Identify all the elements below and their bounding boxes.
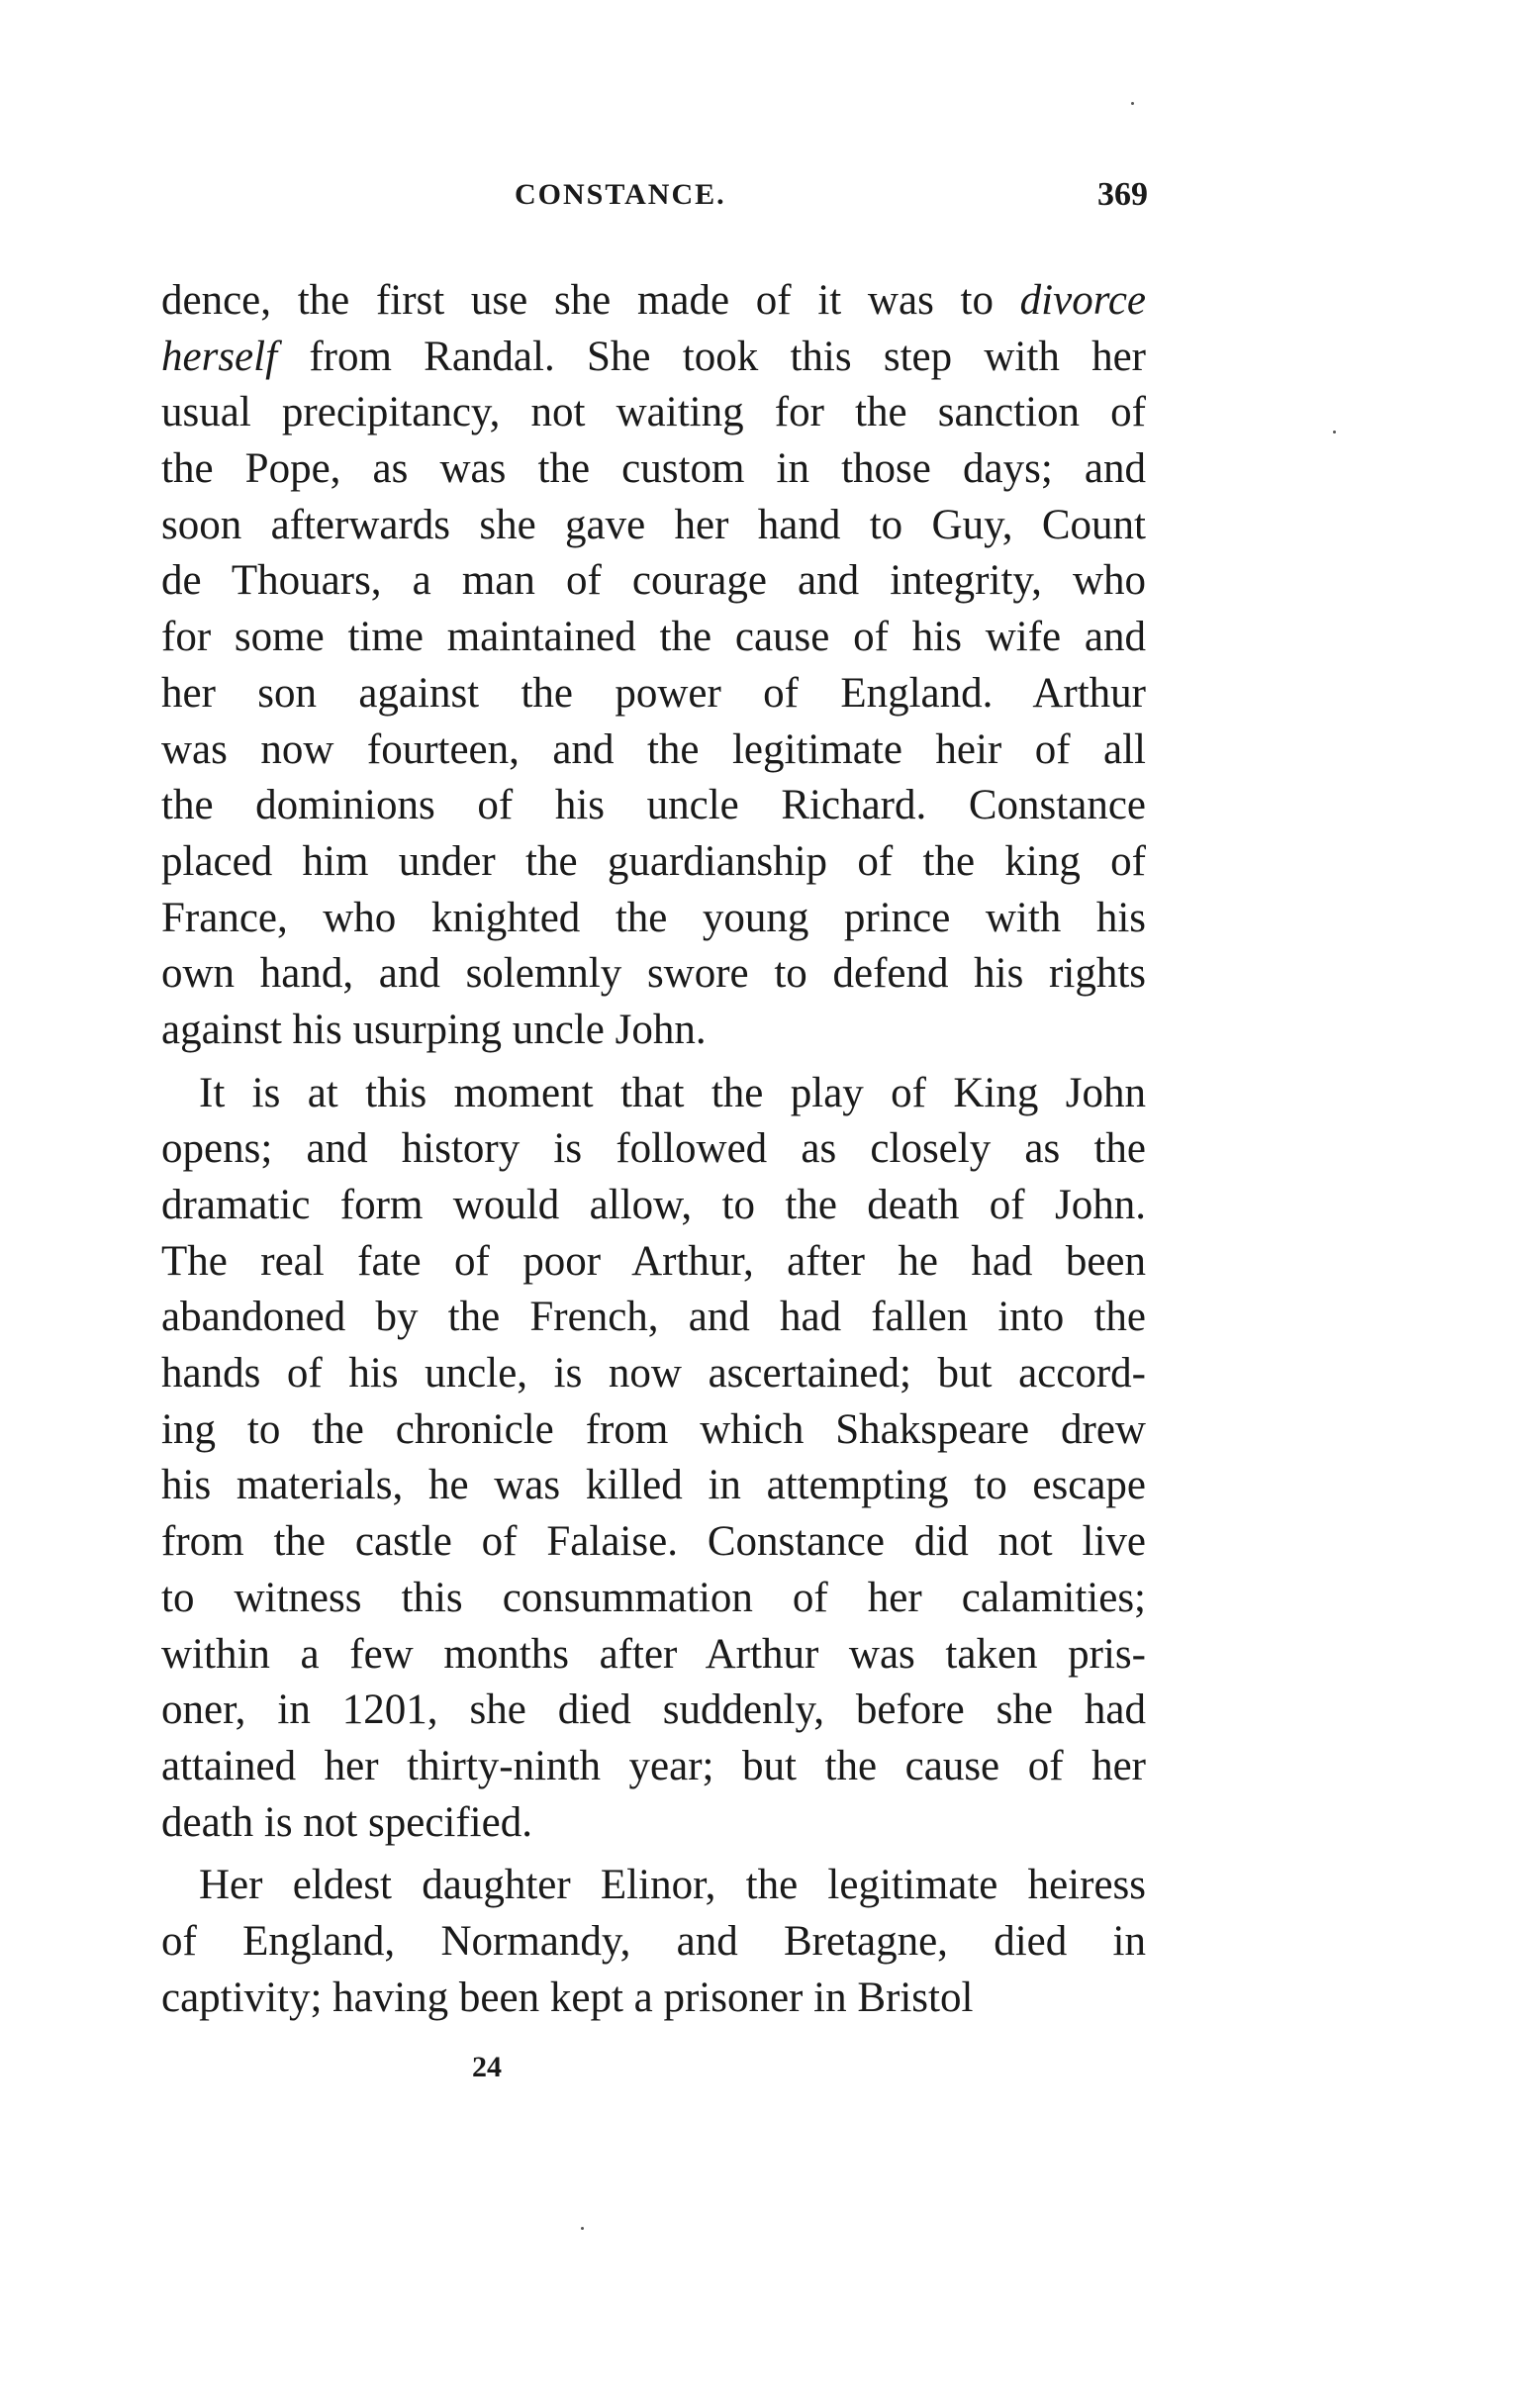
- text-line: of England, Normandy, and Bretagne, died in: [161, 1917, 1146, 1965]
- paper-speck: [1333, 431, 1336, 433]
- text-line: France, who knighted the young prince with his: [161, 894, 1146, 941]
- running-head: [158, 178, 1148, 228]
- paper-speck: [1131, 102, 1134, 105]
- text-line: dence, the first use she made of it was to divorce: [161, 277, 1146, 324]
- text-line: death is not specified.: [161, 1798, 532, 1846]
- paragraph-gap: [161, 1851, 1146, 1858]
- running-head-title: CONSTANCE.: [515, 178, 726, 211]
- text-line: to witness this consummation of her calamities;: [161, 1574, 1146, 1621]
- text-line: opens; and history is followed as closely as the: [161, 1125, 1146, 1173]
- text-line: Her eldest daughter Elinor, the legitimate heiress: [199, 1862, 1146, 1909]
- text-line: dramatic form would allow, to the death of John.: [161, 1182, 1146, 1228]
- text-line: the Pope, as was the custom in those days; and: [161, 445, 1146, 493]
- paragraph: [161, 1858, 1146, 2026]
- text-line: from the castle of Falaise. Constance did not live: [161, 1518, 1146, 1566]
- text-line: It is at this moment that the play of King John: [199, 1069, 1146, 1116]
- text-line: ing to the chronicle from which Shakspeare drew: [161, 1405, 1146, 1453]
- paragraph-gap: [161, 1059, 1146, 1066]
- paragraph: [161, 1066, 1146, 1852]
- text-line: attained her thirty-ninth year; but the cause of her: [161, 1742, 1146, 1789]
- text-line: hands of his uncle, is now ascertained; but accord-: [161, 1350, 1146, 1397]
- text-line: soon afterwards she gave her hand to Guy, Count: [161, 501, 1146, 548]
- text-line: her son against the power of England. Arthur: [161, 669, 1146, 717]
- text-line: was now fourteen, and the legitimate heir of all: [161, 725, 1146, 773]
- body-text: [161, 273, 1146, 2026]
- text-line: oner, in 1201, she died suddenly, before she had: [161, 1686, 1146, 1734]
- text-line: captivity; having been kept a prisoner in Bristol: [161, 1974, 974, 2021]
- text-line: his materials, he was killed in attempting to escape: [161, 1462, 1146, 1509]
- text-line: The real fate of poor Arthur, after he had been: [161, 1237, 1146, 1285]
- text-line: de Thouars, a man of courage and integrity, who: [161, 557, 1146, 605]
- page-number: 369: [1097, 176, 1148, 213]
- text-line: against his usurping uncle John.: [161, 1006, 707, 1053]
- signature-mark: 24: [472, 2051, 502, 2083]
- text-line: placed him under the guardianship of the king of: [161, 837, 1146, 885]
- text-line: within a few months after Arthur was taken pris-: [161, 1630, 1146, 1678]
- text-line: herself from Randal. She took this step with her: [161, 333, 1146, 380]
- paragraph: [161, 273, 1146, 1059]
- text-line: abandoned by the French, and had fallen into the: [161, 1294, 1146, 1341]
- text-line: the dominions of his uncle Richard. Constance: [161, 782, 1146, 829]
- paper-speck: [581, 2227, 584, 2230]
- text-line: for some time maintained the cause of his wife and: [161, 614, 1146, 661]
- text-line: own hand, and solemnly swore to defend his rights: [161, 950, 1146, 998]
- text-line: usual precipitancy, not waiting for the sanction of: [161, 389, 1146, 436]
